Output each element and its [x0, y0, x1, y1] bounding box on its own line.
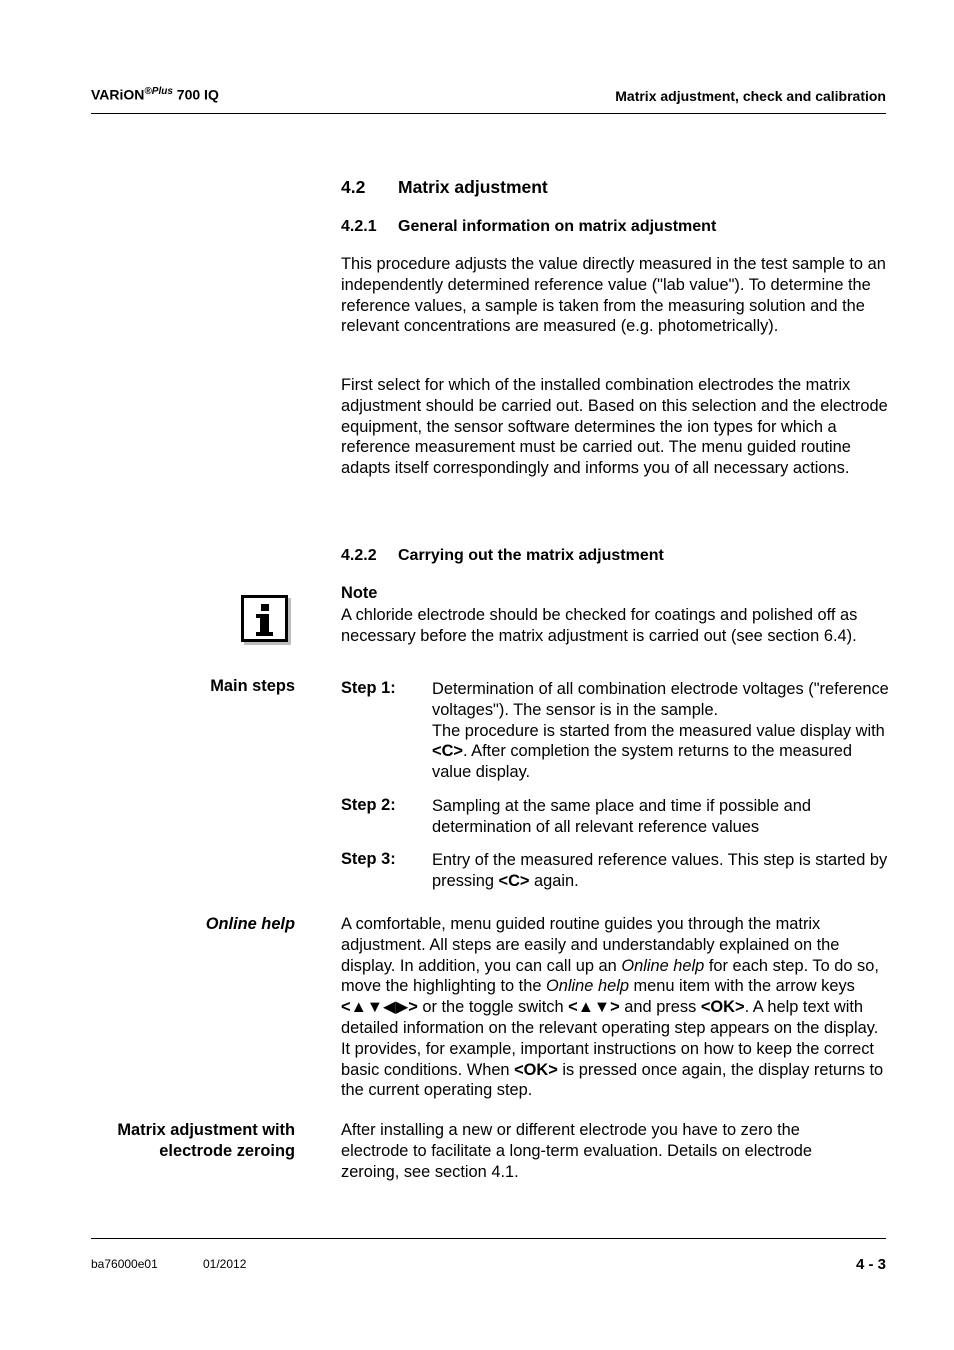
- zeroing-text: After installing a new or different electrode you have to zero the electrode to facilitate a long-term evaluation. Details on electrode zeroing, see section 4.1.: [341, 1121, 813, 1181]
- online-help-t2: for each step. To do so, move the highlighting to the: [341, 956, 879, 996]
- key-c: <C>: [432, 742, 463, 761]
- online-help-t4: or the toggle switch: [417, 998, 569, 1017]
- key-toggle: <▲▼>: [568, 998, 620, 1017]
- header-chapter: Matrix adjustment, check and calibration: [615, 88, 886, 104]
- note-title: Note: [341, 584, 378, 602]
- key-ok: <OK>: [514, 1060, 558, 1079]
- online-help-term-1: Online help: [621, 956, 705, 975]
- online-help-term-2: Online help: [546, 977, 629, 996]
- step-1-text-c: . After completion the system returns to the measured value display.: [432, 742, 852, 782]
- step-2-label: Step 2:: [341, 796, 396, 814]
- model-name: 700 IQ: [172, 86, 219, 103]
- step-1-text-b: The procedure is started from the measured value display with: [432, 721, 885, 740]
- online-help-t3: menu item with the arrow keys: [628, 977, 855, 996]
- paragraph-procedure: This procedure adjusts the value directly measured in the test sample to an independently determined reference value ("lab value"). To determine the reference values, a sample is taken from the measuring solution and the relevant concentrations are measured (e.g. photometrically).: [341, 255, 886, 336]
- key-c: <C>: [498, 871, 530, 890]
- header-rule: [91, 113, 886, 114]
- online-help-label: Online help: [205, 915, 295, 933]
- online-help-t5: and press: [619, 998, 701, 1017]
- zeroing-label: [85, 1120, 295, 1162]
- step-2-text: Sampling at the same place and time if possible and determination of all relevant reference values: [432, 797, 812, 836]
- online-help-t6: . A help text with detailed information on the relevant operating step appears on the display. It provides, for example, important instructions on how to keep the correct basic conditions. When: [341, 998, 879, 1079]
- step-1-text-a: Determination of all combination electrode voltages ("reference voltages"). The sensor is in the sample.: [432, 680, 889, 719]
- footer-date: 01/2012: [203, 1257, 247, 1271]
- page-number: 4 - 3: [855, 1256, 886, 1273]
- zeroing-label-line-2: electrode zeroing: [159, 1141, 295, 1160]
- key-arrows: <▲▼◀▶>: [341, 998, 418, 1017]
- online-help-t1: A comfortable, menu guided routine guides you through the matrix adjustment. All steps are easily and understandably explained on the display. In addition, you can call up an: [341, 915, 840, 975]
- step-3-label: Step 3:: [341, 850, 396, 868]
- step-1-text: [432, 679, 892, 783]
- subsection-heading-1: [341, 218, 716, 236]
- info-icon: [241, 595, 288, 642]
- step-1-label: Step 1:: [341, 679, 396, 697]
- online-help-t7: is pressed once again, the display returns to the current operating step.: [341, 1060, 884, 1100]
- footer-rule: [91, 1238, 886, 1239]
- subsection-number-1: 4.2.1: [341, 218, 377, 235]
- section-heading: [341, 177, 548, 198]
- subsection-title-1: General information on matrix adjustment: [398, 218, 717, 235]
- brand-superscript: ®Plus: [144, 86, 173, 97]
- key-ok: <OK>: [700, 998, 745, 1017]
- step-3-text: [432, 850, 892, 892]
- paragraph-selection: First select for which of the installed combination electrodes the matrix adjustment should be carried out. Based on this selection and the electrode equipment, the sensor software determines the ion types for which a reference measurement must be carried out. The menu guided routine adapts itself correspondingly and informs you of all necessary actions.: [341, 376, 888, 478]
- note-text: A chloride electrode should be checked for coatings and polished off as necessary before the matrix adjustment is carried out (see section 6.4).: [341, 606, 858, 645]
- subsection-heading-2: [341, 547, 664, 565]
- section-number: 4.2: [341, 177, 366, 197]
- subsection-number-2: 4.2.2: [341, 547, 377, 564]
- brand-name: VARiON: [91, 86, 145, 103]
- step-3-text-a: Entry of the measured reference values. This step is started by pressing: [432, 851, 888, 890]
- subsection-title-2: Carrying out the matrix adjustment: [398, 547, 664, 564]
- zeroing-label-line-1: Matrix adjustment with: [117, 1121, 295, 1139]
- step-3-text-b: again.: [529, 871, 579, 890]
- online-help-text: [341, 914, 891, 1101]
- main-steps-label: Main steps: [210, 677, 295, 695]
- section-title: Matrix adjustment: [398, 177, 548, 197]
- footer-doc-id: ba76000e01: [91, 1257, 158, 1271]
- header-product: [91, 86, 219, 103]
